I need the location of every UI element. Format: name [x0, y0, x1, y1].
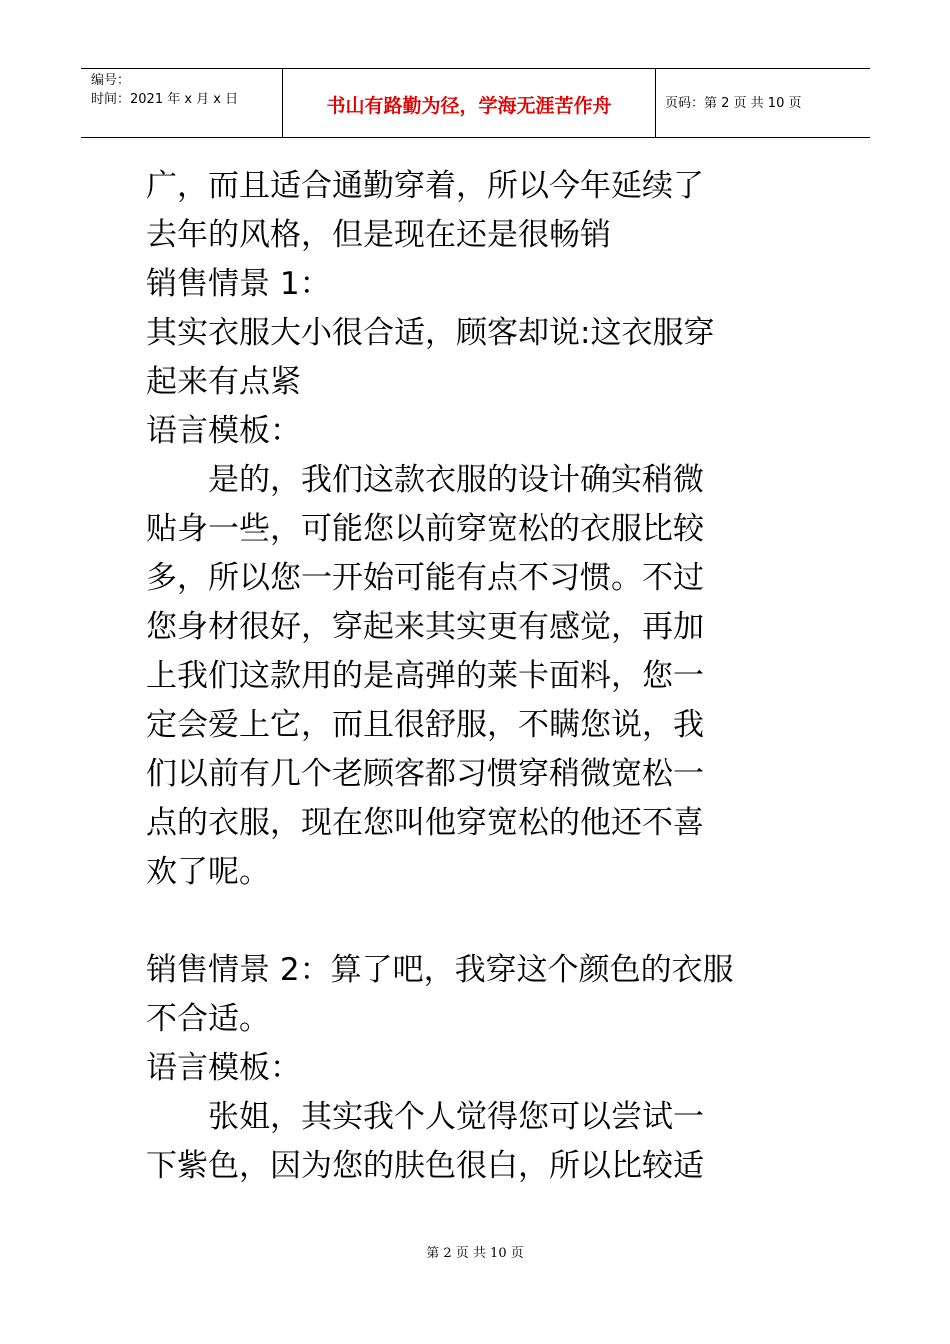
body-line: 您身材很好，穿起来其实更有感觉，再加 [146, 609, 704, 645]
section-heading: 销售情景 1： [146, 266, 331, 302]
section-heading: 语言模板： [146, 413, 301, 449]
body-line: 欢了呢。 [146, 854, 270, 890]
body-line: 下紫色，因为您的肤色很白，所以比较适 [146, 1148, 704, 1184]
body-line: 去年的风格，但是现在还是很畅销 [146, 217, 611, 253]
document-body [146, 162, 826, 1191]
document-header [81, 68, 870, 138]
body-line: 广，而且适合通勤穿着，所以今年延续了 [146, 168, 704, 204]
body-line: 是的，我们这款衣服的设计确实稍微 [146, 462, 704, 498]
section-heading: 销售情景 2：算了吧，我穿这个颜色的衣服 [146, 952, 734, 988]
page-footer: 第 2 页 共 10 页 [426, 1246, 524, 1261]
header-page-cell [656, 69, 870, 137]
body-line: 贴身一些，可能您以前穿宽松的衣服比较 [146, 511, 704, 547]
body-line: 张姐，其实我个人觉得您可以尝试一 [146, 1099, 704, 1135]
header-motto: 书山有路勤为径，学海无涯苦作舟 [326, 95, 612, 117]
body-line: 不合适。 [146, 1001, 270, 1037]
body-line: 上我们这款用的是高弹的莱卡面料，您一 [146, 658, 704, 694]
header-meta-cell [81, 69, 283, 137]
body-line: 其实衣服大小很合适，顾客却说:这衣服穿 [146, 315, 715, 351]
body-line: 们以前有几个老顾客都习惯穿稍微宽松一 [146, 756, 704, 792]
body-line: 起来有点紧 [146, 364, 301, 400]
section-heading: 语言模板： [146, 1050, 301, 1086]
document-number-label: 编号： [91, 73, 131, 88]
header-page-info: 页码：第 2 页 共 10 页 [665, 96, 802, 111]
body-line: 点的衣服，现在您叫他穿宽松的他还不喜 [146, 805, 704, 841]
body-line: 定会爱上它，而且很舒服，不瞒您说，我 [146, 707, 704, 743]
paragraph-spacer [146, 897, 826, 946]
header-motto-cell [283, 69, 656, 137]
document-date-label: 时间：2021 年 x 月 x 日 [91, 92, 239, 107]
body-line: 多，所以您一开始可能有点不习惯。不过 [146, 560, 704, 596]
